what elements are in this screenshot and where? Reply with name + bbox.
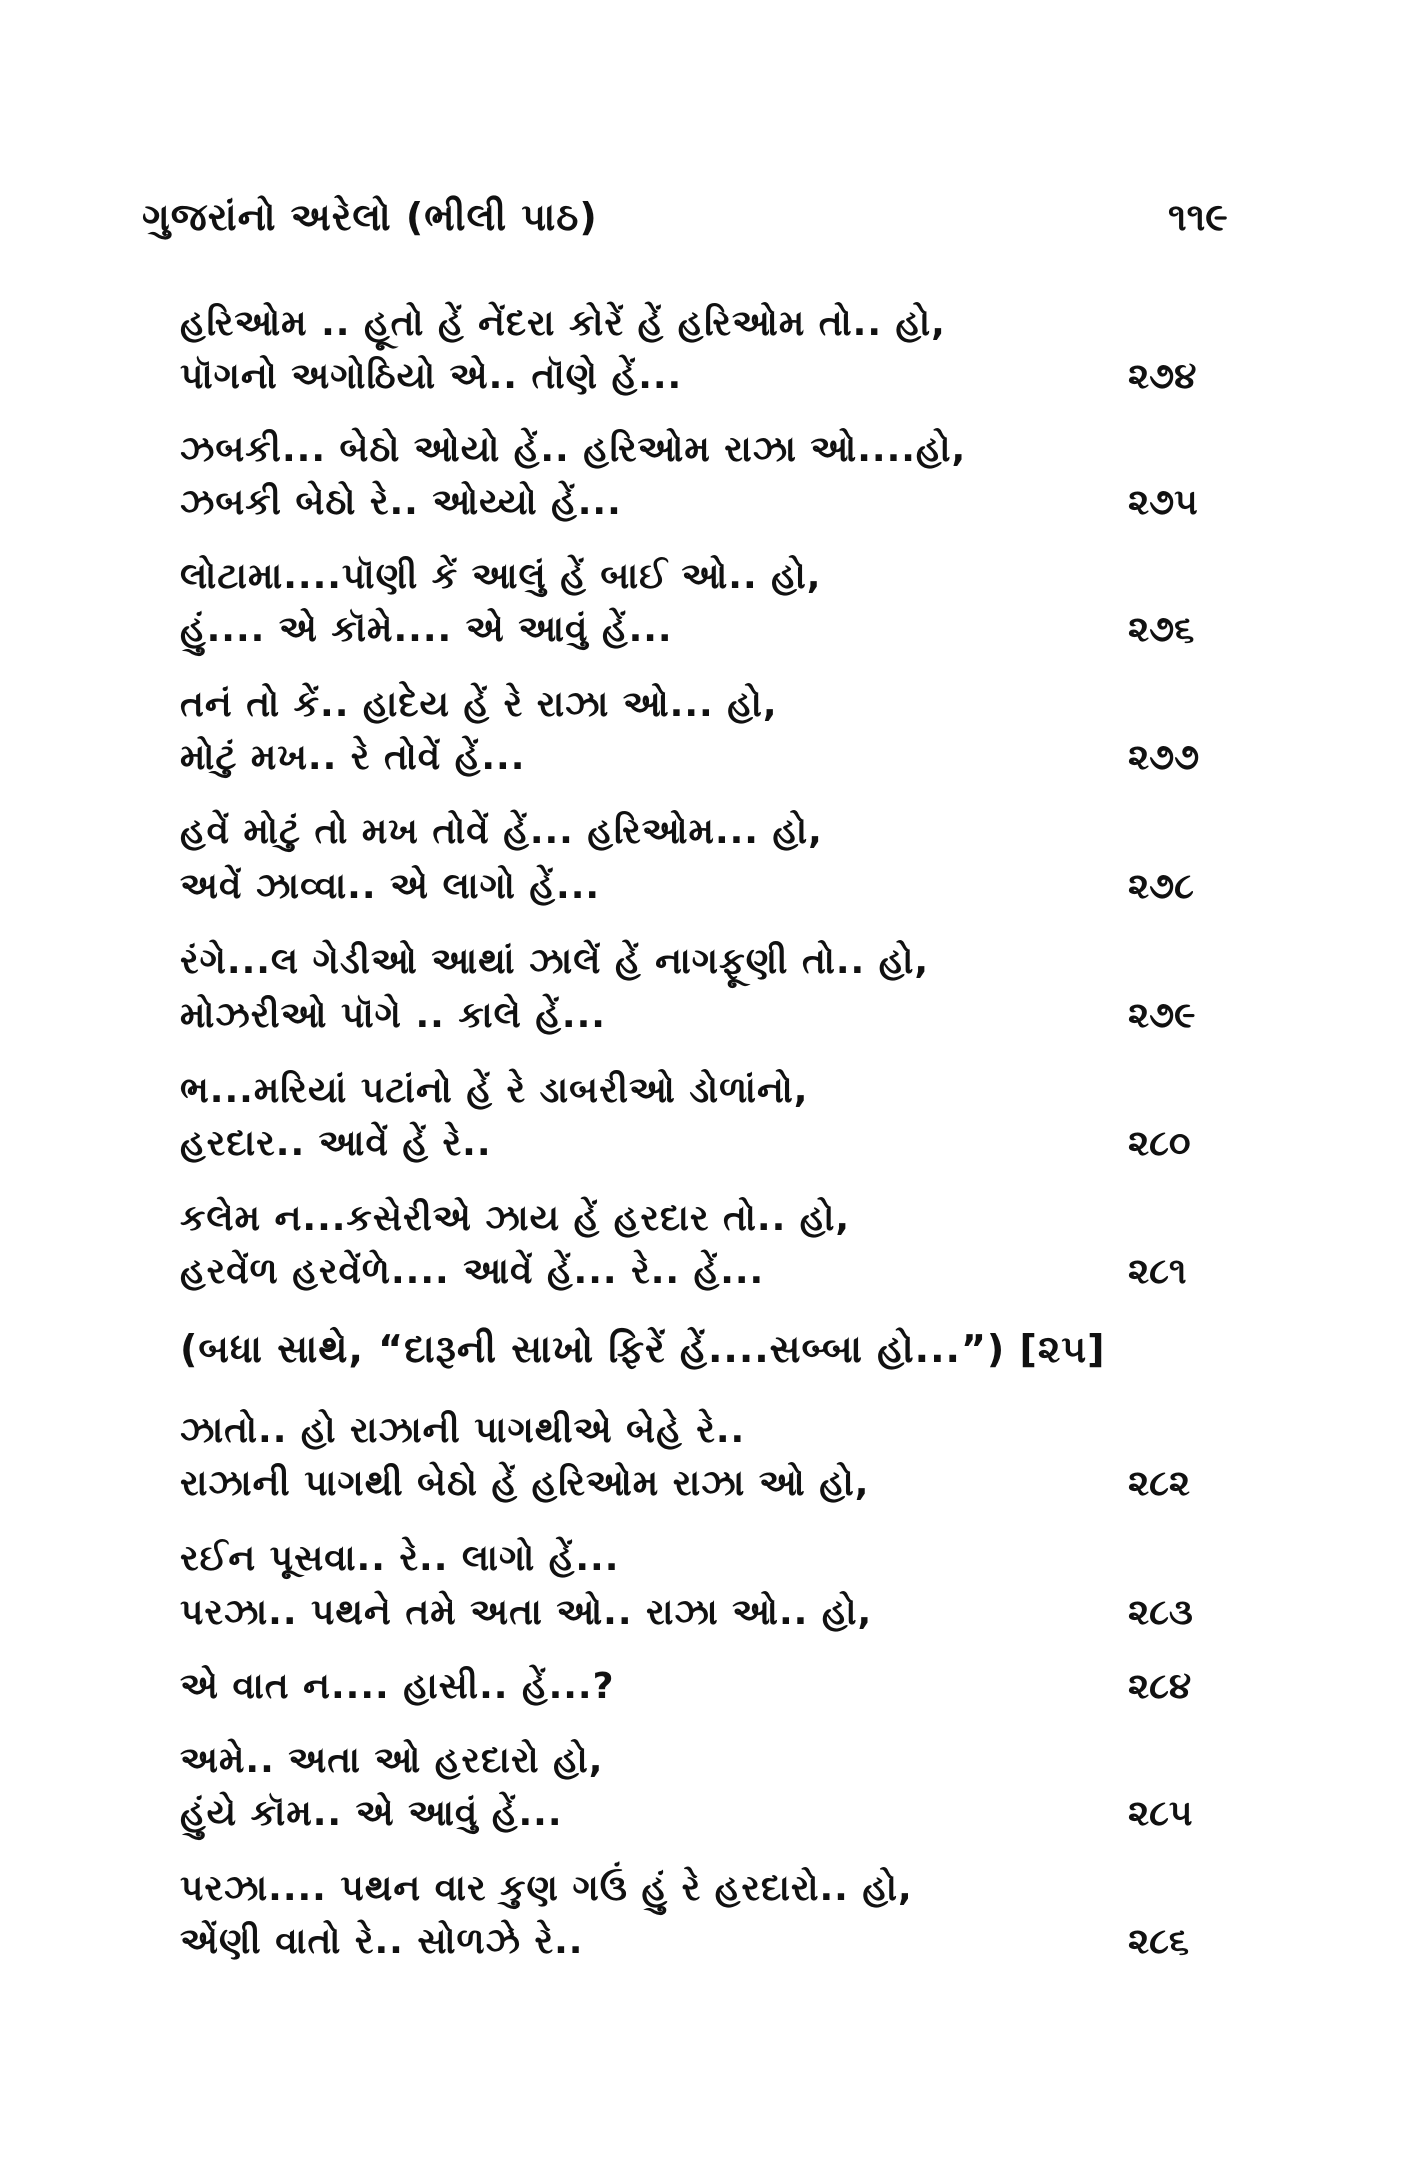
- verse-number: ૨૭૮: [1128, 866, 1194, 907]
- verse-line: મોટું મખ.. રે તોવેં હેં...: [180, 737, 526, 778]
- verse-number: ૨૭૪: [1128, 356, 1197, 397]
- verse-number: ૨૮૩: [1128, 1592, 1193, 1633]
- verse-line: હરદાર.. આવેં હેં રે..: [180, 1123, 492, 1164]
- chorus-note: (બધા સાથે, “દારૂની સાખો ફિરેં હેં....સબ્બા હો...”) [૨૫]: [180, 1327, 1106, 1371]
- verse-line: મોઝરીઓ પૉગે .. કાલે હેં...: [180, 995, 606, 1036]
- verse-line: હવેં મોટું તો મખ તોવેં હેં... હરિઓમ... હો,: [180, 811, 823, 852]
- verse-number: ૨૭૭: [1128, 737, 1200, 778]
- verse-line: કલેમ ન...કસેરીએ ઝાય હેં હરદાર તો.. હો,: [180, 1198, 851, 1239]
- verse-line: હરવેંળ હરવેંળે.... આવેં હેં... રે.. હેં...: [180, 1251, 765, 1292]
- running-title: ગુજરાંનો અરેલો (ભીલી પાઠ): [142, 195, 598, 239]
- verse-line: રંગે...લ ગેડીઓ આથાં ઝાલેં હેં નાગફૂણી તો.. હો,: [180, 941, 930, 982]
- verse-line: રાઝાની પાગથી બેઠો હેં હરિઓમ રાઝા ઓ હો,: [180, 1463, 870, 1504]
- verse-line: રઈન પૂસવા.. રે.. લાગો હેં...: [180, 1538, 620, 1579]
- verse-line: હુંયે કૉમ.. એ આવું હેં...: [180, 1793, 563, 1834]
- verse-line: પરઝા.. પથને તમે અતા ઓ.. રાઝા ઓ.. હો,: [180, 1592, 873, 1633]
- verse-number: ૨૮૪: [1128, 1666, 1192, 1707]
- verse-number: ૨૭૬: [1128, 609, 1195, 650]
- verse-line: પરઝા.... પથન વાર કુણ ગઉં હું રે હરદારો.. હો,: [180, 1868, 913, 1909]
- verse-line: ઝાતો.. હો રાઝાની પાગથીએ બેહે રે..: [180, 1410, 746, 1451]
- verse-line: હરિઓમ .. હૂતો હેં નેંદરા કોરેં હેં હરિઓમ તો.. હો,: [180, 303, 946, 344]
- verse-line: પૉગનો અગોઠિયો એ.. તૉણે હેં...: [180, 356, 683, 397]
- verse-line: લોટામા....પૉણી કેં આલું હેં બાઈ ઓ.. હો,: [180, 556, 822, 597]
- verse-line: એંણી વાતો રે.. સોળઝે રે..: [180, 1921, 584, 1962]
- verse-number: ૨૭૯: [1128, 995, 1196, 1036]
- verse-line: ઝબકી બેઠો રે.. ઓય્યો હેં...: [180, 482, 622, 523]
- verse-number: ૨૮૧: [1128, 1251, 1187, 1292]
- page-number: ૧૧૯: [1168, 195, 1228, 239]
- verse-number: ૨૮૨: [1128, 1463, 1191, 1504]
- verse-line: અવેં ઝાવ્વા.. એ લાગો હેં...: [180, 866, 601, 907]
- verse-line: અમે.. અતા ઓ હરદારો હો,: [180, 1740, 604, 1781]
- verse-number: ૨૭૫: [1128, 482, 1198, 523]
- verse-line: એ વાત ન.... હાસી.. હેં...?: [180, 1666, 615, 1707]
- verse-line: ભ...મરિયાં પટાંનો હેં રે ડાબરીઓ ડોળાંનો,: [180, 1070, 809, 1111]
- verse-line: હું.... એ કૉમે.... એ આવું હેં...: [180, 609, 673, 650]
- verse-line: ઝબકી... બેઠો ઓયો હેં.. હરિઓમ રાઝા ઓ....હો,: [180, 429, 967, 470]
- verse-line: તનં તો કેં.. હાદેય હેં રે રાઝા ઓ... હો,: [180, 684, 778, 725]
- verse-number: ૨૮૫: [1128, 1793, 1193, 1834]
- verse-number: ૨૮૬: [1128, 1921, 1190, 1962]
- verse-number: ૨૮૦: [1128, 1123, 1191, 1164]
